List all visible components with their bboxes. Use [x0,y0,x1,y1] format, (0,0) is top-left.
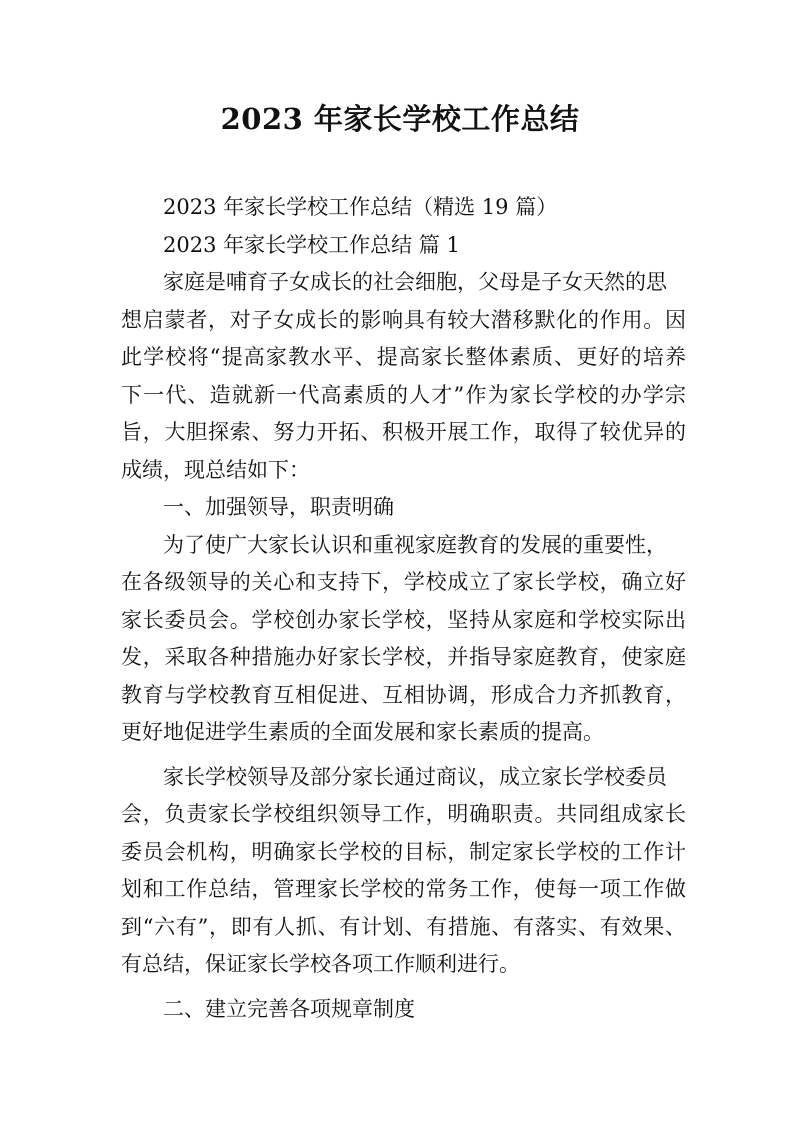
paragraph-line: 划和工作总结，管理家长学校的常务工作，使每一项工作做 [121,877,686,901]
document-title: 2023 年家长学校工作总结 [220,102,580,136]
paragraph-line: 更好地促进学生素质的全面发展和家长素质的提高。 [121,720,604,744]
paragraph-line: 此学校将“提高家教水平、提高家长整体素质、更好的培养 [121,345,686,369]
paragraph-line: 家长学校领导及部分家长通过商议，成立家长学校委员 [163,764,667,789]
section-title: 2023 年家长学校工作总结 篇 1 [163,232,460,257]
paragraph-line: 会，负责家长学校组织领导工作，明确职责。共同组成家长 [121,802,686,826]
paragraph-line: 家庭是哺育子女成长的社会细胞，父母是子女天然的思 [163,270,667,294]
paragraph-line: 家长委员会。学校创办家长学校，坚持从家庭和学校实际出 [121,607,686,632]
paragraph-line: 成绩，现总结如下： [121,457,310,482]
paragraph-line: 旨，大胆探索、努力开拓、积极开展工作，取得了较优异的 [121,420,686,444]
paragraph-line: 在各级领导的关心和支持下，学校成立了家长学校，确立好 [121,570,686,594]
section-heading: 一、加强领导，职责明确 [163,495,394,519]
paragraph-line: 下一代、造就新一代高素质的人才”作为家长学校的办学宗 [121,382,686,407]
paragraph-line: 有总结，保证家长学校各项工作顺利进行。 [121,952,520,976]
paragraph-line: 想启蒙者，对子女成长的影响具有较大潜移默化的作用。因 [121,307,686,332]
section-heading: 二、建立完善各项规章制度 [163,996,415,1021]
document-subtitle: 2023 年家长学校工作总结（精选 19 篇） [163,195,558,219]
paragraph-line: 发，采取各种措施办好家长学校，并指导家庭教育，使家庭 [121,645,686,669]
paragraph-line: 委员会机构，明确家长学校的目标，制定家长学校的工作计 [121,839,686,864]
paragraph-line: 到“六有”，即有人抓、有计划、有措施、有落实、有效果、 [121,914,686,939]
paragraph-line: 教育与学校教育互相促进、互相协调，形成合力齐抓教育， [121,682,686,707]
paragraph-line: 为了使广大家长认识和重视家庭教育的发展的重要性， [163,532,667,557]
document-body [121,189,686,1028]
